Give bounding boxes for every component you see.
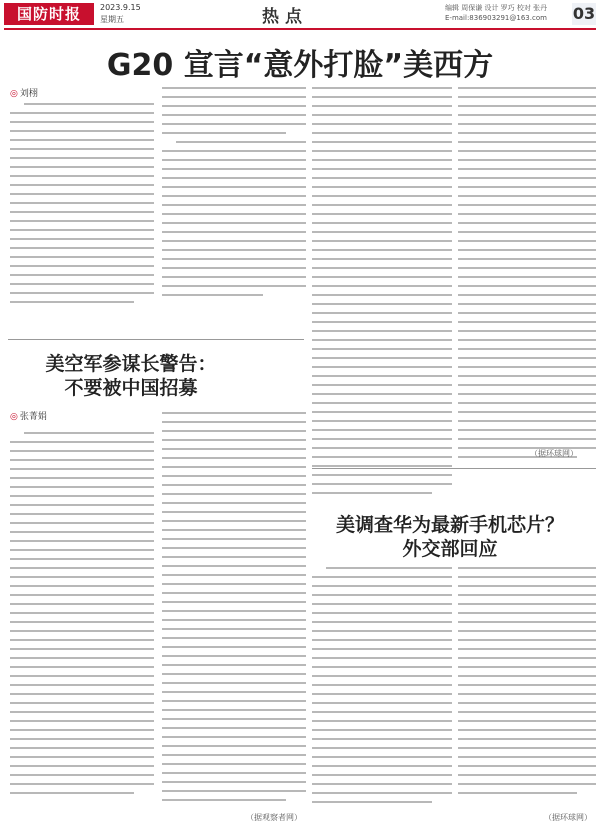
rejection-column-2 (162, 405, 306, 808)
rejection-byline (10, 409, 47, 422)
issue-date: 2023.9.15 (100, 3, 141, 12)
staff-credits: 编辑 周保谦 设计 罗巧 校对 张丹 (445, 4, 548, 12)
byline-marker: ◎ (10, 412, 18, 422)
g20-column-3 (312, 80, 452, 501)
g20-source: （据环球网） (530, 449, 578, 458)
page-number: 03 (572, 4, 596, 23)
g20-headline: G20 宣言“意外打脸”美西方 (106, 48, 494, 83)
masthead-logo: 国防时报 (4, 3, 94, 25)
g20-column-1 (10, 96, 154, 310)
rejection-source: （据观察者网） (246, 813, 302, 822)
chip-column-2 (458, 560, 596, 801)
page-header (0, 0, 600, 28)
section-title: 热点 (262, 7, 308, 27)
chip-top-divider (312, 468, 596, 469)
chip-column-1 (312, 560, 452, 810)
header-divider (4, 28, 596, 30)
rejection-author: 张菁娟 (19, 412, 47, 422)
section-divider (8, 339, 304, 340)
g20-author: 刘栩 (19, 89, 38, 99)
rejection-headline-line1: 美空军参谋长警告： (45, 353, 217, 375)
rejection-column-1 (10, 425, 154, 801)
g20-column-4 (458, 80, 596, 465)
g20-column-2 (162, 80, 306, 303)
rejection-headline-line2: 不要被中国招募 (64, 377, 198, 399)
chip-headline-line2: 外交部回应 (402, 538, 498, 560)
byline-marker: ◎ (10, 89, 18, 99)
contact-email: E-mail:836903291@163.com (445, 14, 547, 22)
chip-source: （据环球网） (544, 813, 592, 822)
chip-headline-line1: 美调查华为最新手机芯片？ (335, 514, 564, 536)
issue-weekday: 星期五 (100, 15, 124, 24)
